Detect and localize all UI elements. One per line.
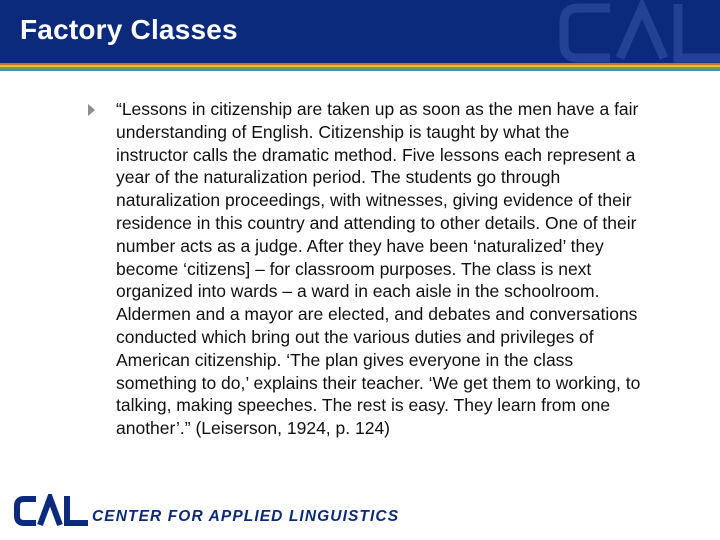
accent-stripes [0, 63, 720, 71]
title-bar [0, 0, 720, 63]
triangle-bullet-icon [88, 104, 95, 116]
org-name: CENTER FOR APPLIED LINGUISTICS [92, 508, 400, 525]
accent-stripe [0, 69, 720, 71]
quote-text: “Lessons in citizenship are taken up as soon as the men have a fair understanding of English. Citizenship is taught by what the instructor calls the dramatic method. Five lessons each represent a year of the naturalization period. The students go through naturalization proceedings, with witnesses, giving evidence of their residence in this country and attending to other details. One of their number acts as a judge. After they have been ‘naturalized’ they become ‘citizens] – for classroom purposes. The class is next organized into wards – a ward in each aisle in the schoolroom. Aldermen and a mayor are elected, and debates and conversations conducted which bring out the various duties and privileges of American citizenship. ‘The plan gives everyone in the class something to do,’ explains their teacher. ‘We get them to working, to talking, making speeches. The rest is easy. They learn from one another’.” (Leiserson, 1924, p. 124) [116, 99, 641, 439]
page-title: Factory Classes [20, 14, 238, 45]
cal-watermark-logo [550, 0, 720, 63]
cal-logo-icon [12, 494, 88, 528]
